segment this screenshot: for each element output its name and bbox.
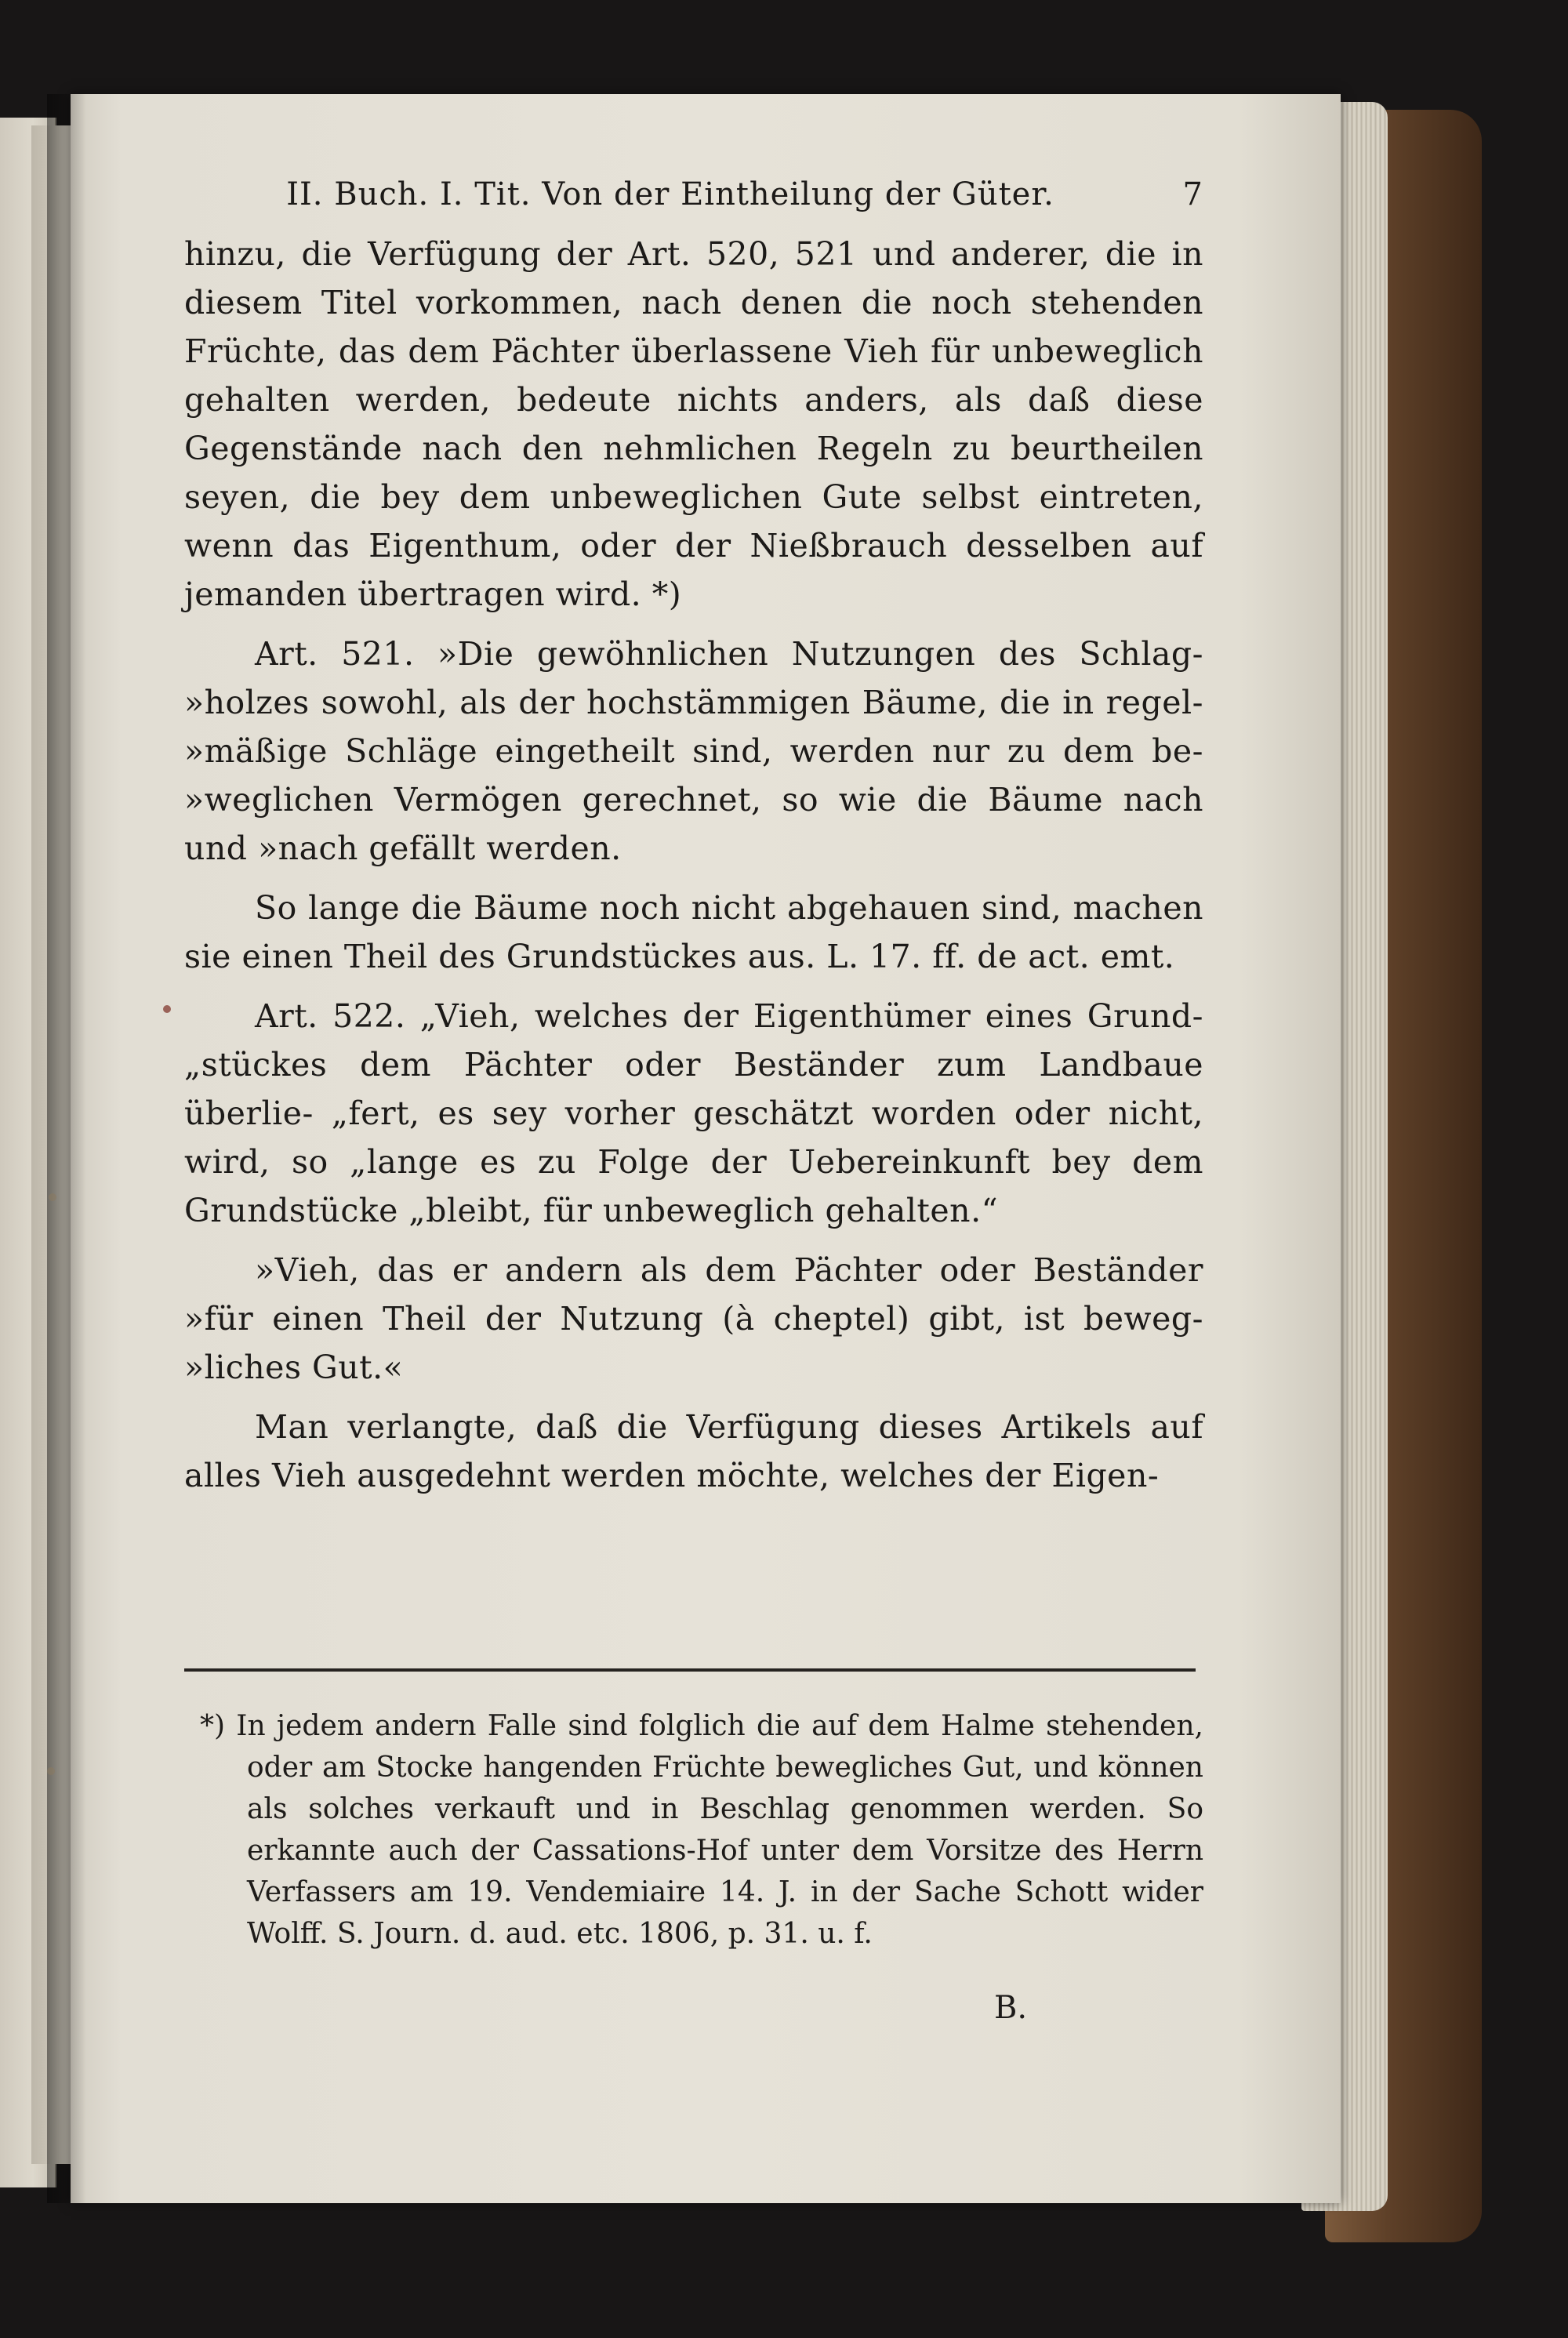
stain-mark <box>47 1767 55 1775</box>
main-text <box>184 176 1203 1500</box>
paragraph-continuation: hinzu, die Verfügung der Art. 520, 521 und anderer, die in diesem Titel vorkommen, nach denen die noch stehenden Früchte, das dem Pächter überlassene Vieh für unbeweglich gehalten werden, bedeute nichts anders, als daß diese Gegenstände nach den nehmlichen Regeln zu beurtheilen seyen, die bey dem unbeweglichen Gute selbst eintreten, wenn das Eigenthum, oder der Nießbrauch desselben auf jemanden übertragen wird. *) <box>184 235 1203 613</box>
running-head-title: II. Buch. I. Tit. Von der Eintheilung der Güter. <box>286 176 1054 212</box>
commentary-522: Man verlangte, daß die Verfügung dieses Artikels auf alles Vieh ausgedehnt werden möchte, welches der Eigen- <box>184 1408 1203 1494</box>
stain-mark <box>163 1005 171 1013</box>
stain-mark <box>49 1193 56 1201</box>
article-522-second: »Vieh, das er andern als dem Pächter oder Beständer »für einen Theil der Nutzung (à cheptel) gibt, ist beweg- »liches Gut.« <box>184 1251 1203 1386</box>
article-521: Art. 521. »Die gewöhnlichen Nutzungen des Schlag- »holzes sowohl, als der hochstämmigen Bäume, die in regel- »mäßige Schläge eingetheilt sind, werden nur zu dem be- »weglichen Vermögen gerechnet, so wie die Bäume nach und »nach gefällt werden. <box>184 635 1203 867</box>
page-number: 7 <box>1182 176 1203 212</box>
footnote-rule <box>184 1668 1196 1672</box>
commentary-521: So lange die Bäume noch nicht abgehauen sind, machen sie einen Theil des Grundstückes aus. L. 17. ff. de act. emt. <box>184 889 1203 975</box>
catchword: B. <box>994 1990 1028 2026</box>
footnote <box>200 1705 1203 1955</box>
gutter-shadow <box>47 94 86 2203</box>
running-head <box>184 176 1203 212</box>
footnote-text: *) In jedem andern Falle sind folglich die auf dem Halme stehenden, oder am Stocke hangenden Früchte bewegliches Gut, und können als solches verkauft und in Beschlag genommen werden. So erkannte auch der Cassations-Hof unter dem Vorsitze des Herrn Verfassers am 19. Vendemiaire 14. J. in der Sache Schott wider Wolff. S. Journ. d. aud. etc. 1806, p. 31. u. f. <box>200 1710 1203 1950</box>
article-522: Art. 522. „Vieh, welches der Eigenthümer eines Grund- „stückes dem Pächter oder Beständer zum Landbaue überlie- „fert, es sey vorher geschätzt worden oder nicht, wird, so „lange es zu Folge der Uebereinkunft bey dem Grundstücke „bleibt, für unbeweglich gehalten.“ <box>184 997 1203 1229</box>
